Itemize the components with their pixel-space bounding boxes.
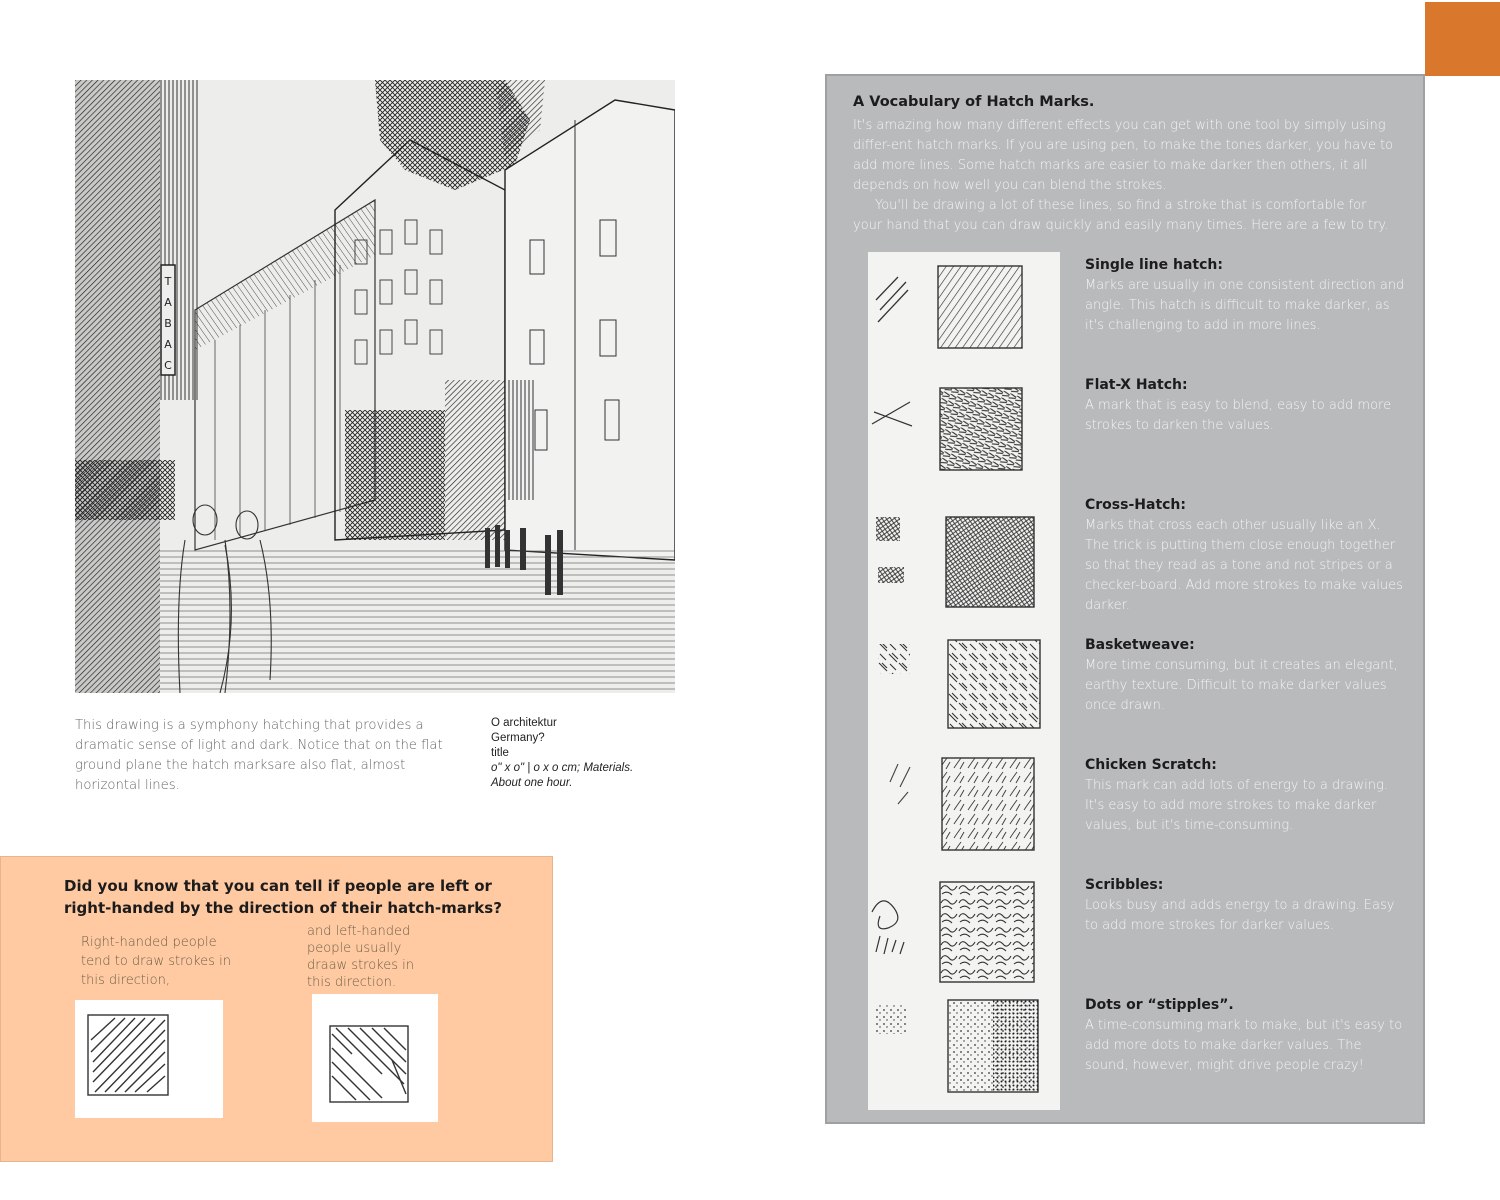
panel-intro bbox=[853, 116, 1398, 236]
credit-title: title bbox=[491, 747, 509, 759]
right-handed-text: Right-handed people tend to draw strokes in this direction, bbox=[81, 935, 231, 988]
mark-chicken-scratch bbox=[1085, 756, 1405, 836]
credit-duration: About one hour. bbox=[491, 777, 573, 789]
hatch-samples-strip bbox=[868, 252, 1060, 1110]
intro-paragraph-1: It's amazing how many different effects you can get with one tool by simply using differ-ent hatch marks. If you are using pen, to make the tones darker, you have to add more lines. Some hatch marks are easier to make darker then others, it all depends on how well you can blend the strokes. bbox=[853, 118, 1394, 193]
mark-description: A time-consuming mark to make, but it's easy to add more dots to make darker values. The sound, however, might drive people crazy! bbox=[1085, 1018, 1403, 1073]
svg-text:T: T bbox=[164, 275, 172, 288]
mark-title: Flat-X Hatch: bbox=[1085, 377, 1188, 393]
tip-title: Did you know that you can tell if people are left or right-handed by the direction of their hatch-marks? bbox=[64, 877, 502, 917]
mark-cross-hatch bbox=[1085, 496, 1405, 616]
mark-description: A mark that is easy to blend, easy to add more strokes to darken the values. bbox=[1085, 398, 1392, 433]
mark-description: More time consuming, but it creates an elegant, earthy texture. Difficult to make darker values once drawn. bbox=[1085, 658, 1398, 713]
mark-title: Scribbles: bbox=[1085, 877, 1164, 893]
mark-description: This mark can add lots of energy to a drawing. It's easy to add more strokes to make darker values, but it's time-consuming. bbox=[1085, 778, 1388, 833]
mark-description: Marks that cross each other usually like an X. The trick is putting them close enough together so that they read as a tone and not stripes or a checker-board. Add more strokes to make values darker. bbox=[1085, 518, 1403, 613]
svg-text:A: A bbox=[164, 296, 172, 309]
mark-title: Basketweave: bbox=[1085, 637, 1195, 653]
mark-title: Dots or “stipples”. bbox=[1085, 997, 1234, 1013]
mark-scribbles bbox=[1085, 876, 1405, 936]
svg-text:C: C bbox=[164, 359, 172, 372]
mark-dots-stipples bbox=[1085, 996, 1405, 1076]
credit-dimensions: o" x o" | o x o cm; Materials. bbox=[491, 762, 634, 774]
mark-title: Chicken Scratch: bbox=[1085, 757, 1217, 773]
mark-title: Cross-Hatch: bbox=[1085, 497, 1186, 513]
mark-description: Looks busy and adds energy to a drawing. Easy to add more strokes for darker values. bbox=[1085, 898, 1395, 933]
street-sketch-illustration bbox=[75, 80, 675, 693]
mark-flat-x-hatch bbox=[1085, 376, 1405, 436]
right-handed-hatch-sample bbox=[75, 1000, 223, 1118]
panel-title: A Vocabulary of Hatch Marks. bbox=[853, 94, 1095, 110]
mark-single-line-hatch bbox=[1085, 256, 1405, 336]
left-handed-hatch-sample bbox=[312, 994, 438, 1122]
illustration-credit bbox=[491, 716, 666, 791]
left-handed-text: and left-handed people usually draaw strokes in this direction. bbox=[307, 924, 414, 990]
illustration-caption: This drawing is a symphony hatching that provides a dramatic sense of light and dark. Notice that on the flat ground plane the hatch marksare also flat, almost horizontal lines. bbox=[75, 718, 443, 793]
mark-title: Single line hatch: bbox=[1085, 257, 1223, 273]
mark-description: Marks are usually in one consistent direction and angle. This hatch is difficult to make darker, as it's challenging to add in more lines. bbox=[1085, 278, 1405, 333]
svg-text:A: A bbox=[164, 338, 172, 351]
intro-paragraph-2: You'll be drawing a lot of these lines, so find a stroke that is comfortable for your hand that you can draw quickly and easily many times. Here are a few to try. bbox=[853, 198, 1389, 233]
svg-text:B: B bbox=[164, 317, 172, 330]
credit-artist: O architektur bbox=[491, 717, 557, 729]
credit-location: Germany? bbox=[491, 732, 545, 744]
page-corner-tab bbox=[1425, 2, 1500, 76]
mark-basketweave bbox=[1085, 636, 1405, 716]
